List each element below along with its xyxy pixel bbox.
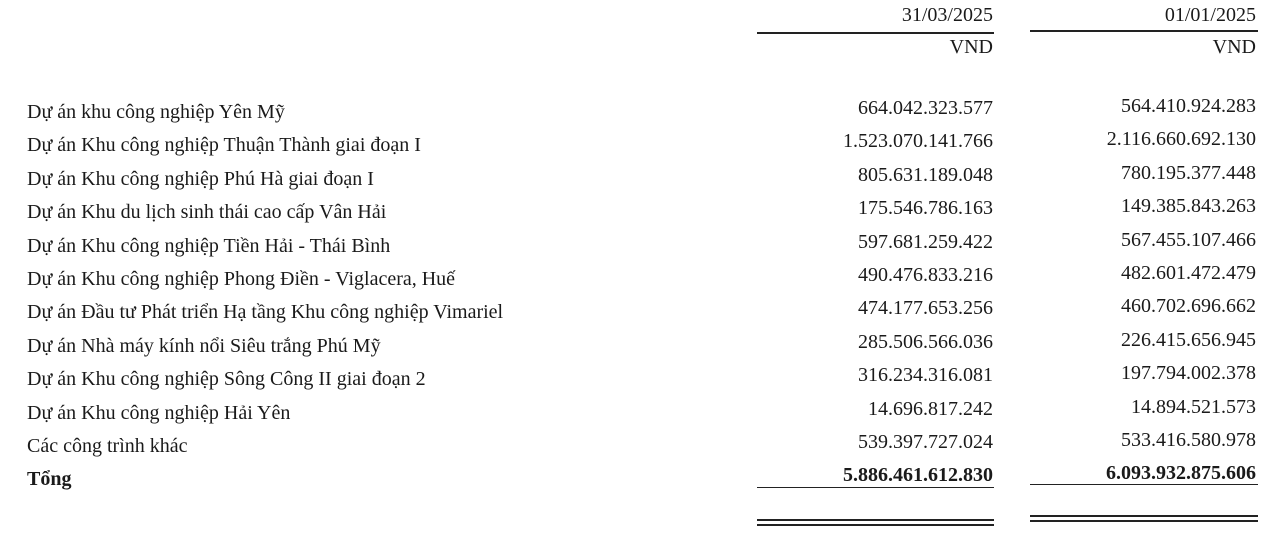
row-value-2025-01-01: 564.410.924.283 [1121, 95, 1256, 117]
table-row [0, 329, 1278, 362]
row-value-2025-01-01: 2.116.660.692.130 [1106, 128, 1256, 151]
column-header-date-1: 31/03/2025 [901, 4, 993, 26]
row-label: Dự án Khu công nghiệp Phú Hà giai đoạn I [27, 167, 374, 190]
header-rule-2 [1030, 30, 1258, 32]
total-top-rule-2 [1030, 484, 1258, 485]
row-value-2025-03-31: 664.042.323.577 [858, 97, 993, 119]
table-row [0, 295, 1278, 328]
row-value-2025-01-01: 780.195.377.448 [1121, 161, 1256, 184]
table-row [0, 362, 1278, 395]
total-top-rule-1 [757, 487, 994, 488]
row-label: Dự án khu công nghiệp Yên Mỹ [27, 101, 285, 123]
table-row [0, 195, 1278, 228]
column-unit-2: VND [1212, 36, 1256, 58]
row-value-2025-03-31: 597.681.259.422 [858, 230, 993, 253]
row-value-2025-01-01: 14.894.521.573 [1131, 395, 1256, 418]
table-row [0, 262, 1278, 295]
table-row [0, 95, 1278, 128]
row-value-2025-01-01: 460.702.696.662 [1121, 295, 1256, 318]
table-row [0, 128, 1278, 161]
table-row [0, 396, 1278, 429]
row-label: Dự án Đầu tư Phát triển Hạ tầng Khu công nghiệp Vimariel [27, 301, 504, 324]
row-value-2025-01-01: 533.416.580.978 [1121, 428, 1256, 451]
row-value-2025-03-31: 805.631.189.048 [858, 163, 993, 186]
row-value-2025-03-31: 285.506.566.036 [858, 330, 993, 353]
row-value-2025-01-01: 197.794.002.378 [1121, 362, 1256, 385]
row-value-2025-01-01: 149.385.843.263 [1121, 195, 1256, 218]
row-value-2025-03-31: 474.177.653.256 [858, 297, 993, 320]
row-label: Dự án Khu công nghiệp Thuận Thành giai đoạn I [27, 134, 421, 157]
total-value-2025-01-01: 6.093.932.875.606 [1106, 462, 1256, 485]
total-double-underline-2 [1030, 515, 1258, 522]
row-value-2025-03-31: 175.546.786.163 [858, 197, 993, 220]
row-value-2025-01-01: 226.415.656.945 [1121, 328, 1256, 351]
row-value-2025-03-31: 490.476.833.216 [858, 263, 993, 286]
table-body [0, 95, 1278, 496]
table-row [0, 229, 1278, 262]
row-label: Dự án Khu công nghiệp Sông Công II giai đoạn 2 [27, 368, 426, 391]
row-value-2025-01-01: 567.455.107.466 [1121, 228, 1256, 251]
total-label: Tổng [27, 468, 72, 491]
row-value-2025-03-31: 14.696.817.242 [868, 397, 993, 420]
total-value-2025-03-31: 5.886.461.612.830 [843, 464, 993, 487]
row-label: Dự án Khu công nghiệp Tiền Hải - Thái Bình [27, 234, 391, 257]
row-label: Dự án Khu du lịch sinh thái cao cấp Vân Hải [27, 201, 387, 224]
table-row [0, 429, 1278, 462]
row-label: Dự án Khu công nghiệp Hải Yên [27, 401, 291, 424]
row-value-2025-03-31: 1.523.070.141.766 [843, 130, 993, 153]
total-row [0, 462, 1278, 495]
column-unit-1: VND [949, 36, 993, 58]
row-label: Dự án Nhà máy kính nổi Siêu trắng Phú Mỹ [27, 334, 381, 357]
total-double-underline-1 [757, 519, 994, 526]
row-label: Các công trình khác [27, 434, 188, 457]
column-header-date-2: 01/01/2025 [1164, 4, 1256, 26]
row-value-2025-03-31: 316.234.316.081 [858, 364, 993, 387]
row-value-2025-01-01: 482.601.472.479 [1121, 261, 1256, 284]
header-rule-1 [757, 32, 994, 34]
row-label: Dự án Khu công nghiệp Phong Điền - Viglacera, Huế [27, 267, 456, 290]
row-value-2025-03-31: 539.397.727.024 [858, 430, 993, 453]
table-row [0, 162, 1278, 195]
